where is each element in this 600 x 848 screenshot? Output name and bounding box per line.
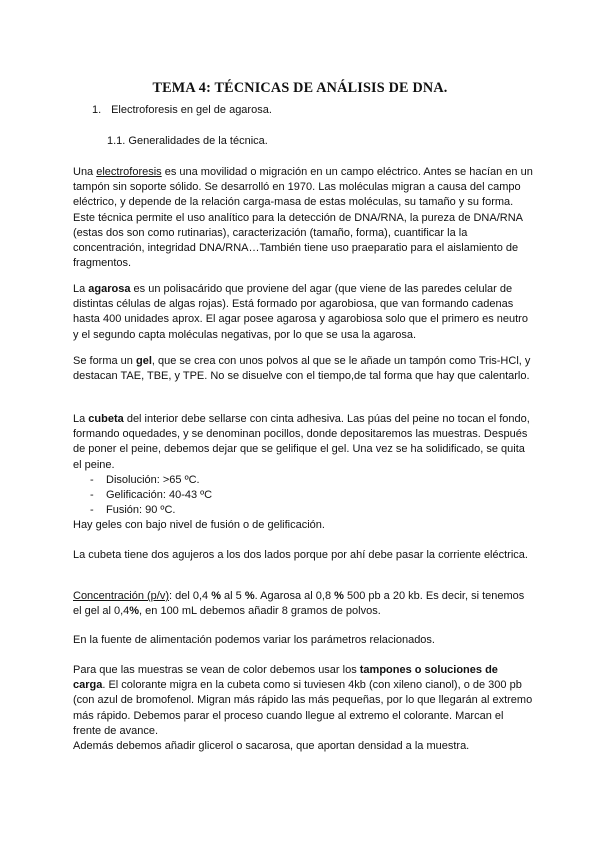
text: al 5 xyxy=(220,590,245,602)
paragraph-electroforesis xyxy=(73,165,533,271)
paragraph-agarosa xyxy=(73,282,533,343)
term-gel: gel xyxy=(135,355,152,367)
percent-sign: % xyxy=(129,605,140,618)
section-label: Electroforesis en gel de agarosa. xyxy=(111,104,272,116)
text: , que se crea con unos polvos al que se le añade un tampón como Tris-HCl, y destacan TAE, TBE, y TPE. No se disuelve con el tiempo,de tal forma que hay que calentarlo. xyxy=(73,355,531,383)
text: , en 100 mL debemos añadir 8 gramos de polvos. xyxy=(139,605,381,618)
list-item: - Fusión: 90 ºC. xyxy=(90,503,533,518)
text: 500 pb a 20 kb. Es decir, si tenemos el gel al 0,4 xyxy=(73,590,525,618)
percent-sign: % xyxy=(244,590,255,602)
temperature-list xyxy=(73,473,533,519)
term-cubeta: cubeta xyxy=(88,413,124,425)
paragraph-tampones xyxy=(73,663,533,754)
text: del interior debe sellarse con cinta adhesiva. Las púas del peine no tocan el fondo, formando oquedades, y se denominan pocillos, donde depositaremos las muestras. Después de poner el peine, debemos dejar que se gelifique el gel. Una vez se ha solidificado, se quita el peine. xyxy=(73,413,530,471)
text: La cubeta tiene dos agujeros a los dos lados porque por ahí debe pasar la corriente eléctrica. xyxy=(73,549,528,561)
list-footer: Hay geles con bajo nivel de fusión o de gelificación. xyxy=(73,519,325,532)
page-title: TEMA 4: TÉCNICAS DE ANÁLISIS DE DNA. xyxy=(152,80,448,96)
text: . El colorante migra en la cubeta como si tuviesen 4kb (con xileno cianol), o de 300 pb (con azul de bromofenol. Migran más rápido las más pequeñas, por lo que llegarán al extremo más rápido. Debemos parar el proceso cuando llegue al extremo el colorante. Marcan el frente de avance. xyxy=(73,679,533,737)
text: es una movilidad o migración en un campo eléctrico. Antes se hacían en un tampón sin soporte sólido. Se desarrolló en 1970. Las moléculas migran a causa del campo eléctrico, y depende de la relación carga-masa de estas moléculas, su tamaño y su forma. Este técnica permite el uso analítico para la detección de DNA/RNA, la pureza de DNA/RNA (estas dos son como rutinarias), caracterización (tamaño, forma), cuantificar la la concentración, integridad DNA/RNA…También tiene uso praeparatio para el aislamiento de fragmentos. xyxy=(73,166,533,270)
paragraph-fuente xyxy=(73,633,533,648)
term-electroforesis: electroforesis xyxy=(96,166,162,178)
text: La xyxy=(73,283,89,295)
paragraph-agujeros xyxy=(73,548,533,563)
percent-sign: % xyxy=(211,590,221,602)
list-item: - Gelificación: 40-43 ºC xyxy=(90,488,533,503)
text: Además debemos añadir glicerol o sacarosa, que aportan densidad a la muestra. xyxy=(73,740,470,753)
section-number: 1. xyxy=(92,104,102,116)
text: Se forma un xyxy=(73,355,136,367)
term-agarosa: agarosa xyxy=(88,283,131,295)
paragraph-concentracion xyxy=(73,589,533,619)
text: . Agarosa al 0,8 xyxy=(254,590,335,602)
list-item: - Disolución: >65 ºC. xyxy=(90,473,533,488)
term-tampones: tampones o soluciones de carga xyxy=(73,664,498,692)
text: La xyxy=(73,413,89,425)
text: es un polisacárido que proviene del agar (que viene de las paredes celular de distintas células de algas rojas). Está formado por agarobiosa, que van formando cadenas hasta 400 unidades aprox. El agar posee agarosa y agarobiosa solo que el primero es neutro y el segundo capta moléculas negativas, por lo que se usa la agarosa. xyxy=(73,283,528,341)
text: Para que las muestras se vean de color debemos usar los xyxy=(73,664,360,676)
text: Una xyxy=(73,166,97,178)
term-concentracion: Concentración (p/v) xyxy=(73,590,169,602)
section-heading-1 xyxy=(92,104,272,116)
percent-sign: % xyxy=(334,590,344,602)
text: En la fuente de alimentación podemos variar los parámetros relacionados. xyxy=(73,634,435,646)
subsection-heading-1-1: 1.1. Generalidades de la técnica. xyxy=(107,135,268,147)
paragraph-cubeta xyxy=(73,412,533,534)
text: : del 0,4 xyxy=(169,590,212,602)
paragraph-gel xyxy=(73,354,533,384)
